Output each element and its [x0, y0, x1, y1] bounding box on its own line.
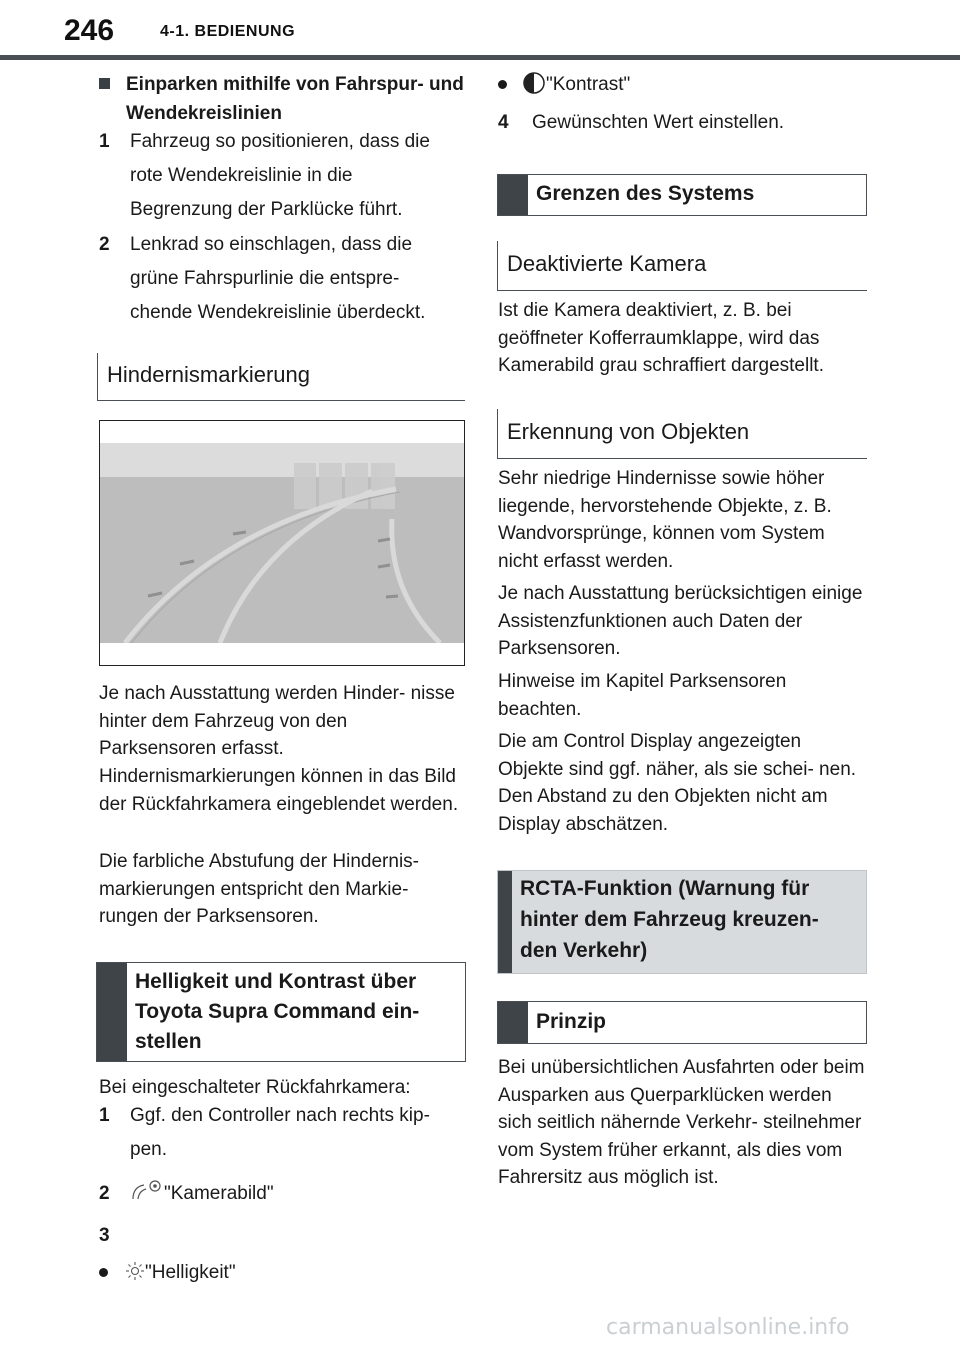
rear-camera-illustration: [99, 420, 465, 666]
brightness-icon: [125, 1261, 145, 1281]
camera-settings-icon: [130, 1177, 164, 1203]
contrast-icon: [522, 71, 546, 95]
paragraph-deaktiviert: Ist die Kamera deaktiviert, z. B. bei geöffneter Kofferraumklappe, wird das Kamerabild grau schraffiert dargestellt.: [498, 300, 824, 376]
bullet-helligkeit: "Helligkeit": [99, 1258, 469, 1288]
box-heading-prinzip: Prinzip: [497, 1001, 867, 1044]
bullet-dot-icon: [498, 80, 507, 89]
page-number: 246: [64, 14, 115, 47]
camera-image: [100, 421, 464, 665]
paragraph-3: Die farbliche Abstufung der Hindernis- markierungen entspricht den Markie- rungen der Parksensoren.: [99, 851, 420, 927]
intro-text: Bei eingeschalteter Rückfahrkamera:: [99, 1077, 411, 1098]
section-title: 4-1. BEDIENUNG: [160, 23, 296, 40]
watermark: carmanualsonline.info: [606, 1315, 850, 1340]
paragraph-2: Hindernismarkierungen können in das Bild der Rückfahrkamera eingeblendet werden.: [99, 766, 459, 815]
box-heading-helligkeit: Helligkeit und Kontrast über Toyota Supra Command ein- stellen: [96, 962, 466, 1062]
box-heading-rcta: RCTA-Funktion (Warnung für hinter dem Fahrzeug kreuzen- den Verkehr): [497, 870, 867, 974]
paragraph-erkennung-2: Je nach Ausstattung berücksichtigen einige Assistenzfunktionen auch Daten der Parksensoren.: [498, 583, 863, 659]
bold-heading: Einparken mithilfe von Fahrspur- und Wendekreislinien: [99, 70, 469, 128]
subheading-deaktiviert: Deaktivierte Kamera: [497, 241, 867, 291]
square-bullet-icon: [99, 78, 110, 89]
paragraph-erkennung-3: Hinweise im Kapitel Parksensoren beachten.: [498, 671, 787, 720]
paragraph-prinzip: Bei unübersichtlichen Ausfahrten oder beim Ausparken aus Querparklücken werden sich seitlich nähernde Verkehr- steilnehmer vom System früher erkannt, als dies vom Fahrersitz aus möglich ist.: [498, 1057, 865, 1188]
box-heading-grenzen: Grenzen des Systems: [497, 174, 867, 216]
paragraph-1: Je nach Ausstattung werden Hinder- nisse hinter dem Fahrzeug von den Parksensoren erfasst.: [99, 683, 455, 759]
step-1b: 1 Ggf. den Controller nach rechts kip- pen.: [99, 1105, 430, 1160]
bullet-dot-icon: [99, 1268, 108, 1277]
paragraph-erkennung-4: Die am Control Display angezeigten Objekte sind ggf. näher, als sie schei- nen. Den Abstand zu den Objekten nicht am Display abschätzen.: [498, 731, 857, 835]
step-1a: 1 Fahrzeug so positionieren, dass die rote Wendekreislinie in die Begrenzung der Parklücke führt.: [99, 131, 430, 220]
paragraph-erkennung-1: Sehr niedrige Hindernisse sowie höher liegende, hervorstehende Objekte, z. B. Wandvorsprünge, können vom System nicht erfasst werden.: [498, 468, 832, 572]
step-4: 4 Gewünschten Wert einstellen.: [498, 112, 785, 133]
subheading-erkennung: Erkennung von Objekten: [497, 409, 867, 459]
bullet-kontrast: "Kontrast": [498, 70, 868, 100]
step-3b: 3: [99, 1225, 110, 1246]
header-rule: [0, 55, 960, 60]
subheading-hindernis: Hindernismarkierung: [97, 353, 465, 401]
step-2b: 2 "Kamerabild": [99, 1177, 469, 1211]
step-2a: 2 Lenkrad so einschlagen, dass die grüne Fahrspurlinie die entspre- chende Wendekreislinie überdeckt.: [99, 234, 426, 323]
